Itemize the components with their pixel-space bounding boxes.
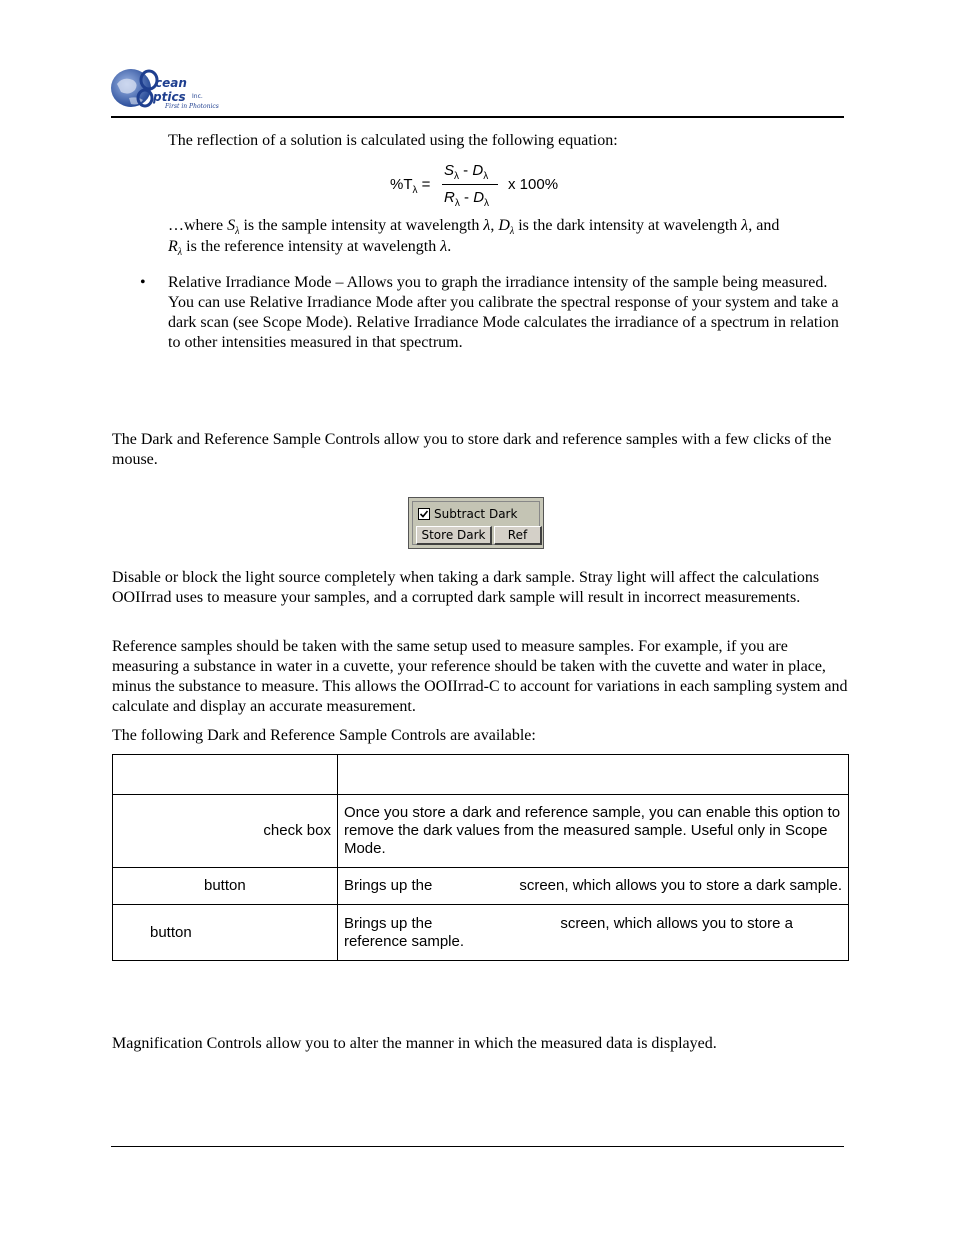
logo-tagline: First in Photonics	[165, 103, 219, 110]
checkbox-box[interactable]	[418, 508, 430, 520]
logo-text-optics: ptics	[153, 90, 186, 104]
logo-inc: Inc.	[192, 93, 203, 100]
para-reference-samples: Reference samples should be taken with the same setup used to measure samples. For example, if you are measuring a substance in water in a cuvette, your reference should be taken with the cuvette and water in place, minus the substance to measure. This allows the OOIIrrad-C to account for variations in each sampling system and calculate and display an accurate measurement.	[112, 638, 848, 715]
equation-lhs: $\%T_\lambda$ =	[390, 176, 431, 196]
row-control: button	[113, 905, 338, 961]
subtract-dark-checkbox[interactable]	[418, 506, 517, 521]
ocean-optics-logo	[109, 66, 229, 114]
table-header-row	[113, 755, 849, 795]
dark-ref-intro: The Dark and Reference Sample Controls allow you to store dark and reference samples with a few clicks of the mouse.	[112, 431, 832, 468]
header-cell-control	[113, 755, 338, 795]
row-description: Brings up the screen, which allows you to store a dark sample.	[337, 868, 848, 905]
equation-times: x 100%	[508, 176, 559, 193]
equation-numerator: $S_\lambda - D_\lambda$	[444, 162, 489, 182]
magnification-intro: Magnification Controls allow you to alter the manner in which the measured data is displayed.	[112, 1035, 717, 1052]
dark-ref-controls-widget	[408, 497, 544, 549]
widget-panel	[412, 501, 540, 545]
controls-table	[112, 754, 849, 961]
table-row	[113, 905, 849, 961]
para-disable-light: Disable or block the light source completely when taking a dark sample. Stray light will affect the calculations OOIIrrad uses to measure your samples, and a corrupted dark sample will result in incorrect measurements.	[112, 569, 820, 606]
bullet-symbol: •	[140, 274, 146, 291]
subtract-dark-label: Subtract Dark	[434, 506, 518, 521]
logo-text-ocean: cean	[155, 76, 187, 90]
equation-denominator: $R_\lambda - D_\lambda$	[444, 189, 490, 209]
row-description: Once you store a dark and reference sample, you can enable this option to remove the dark values from the measured sample. Useful only in Scope Mode.	[337, 795, 848, 868]
bullet-relative-irradiance: Relative Irradiance Mode – Allows you to graph the irradiance intensity of the sample being measured. You can use Relative Irradiance Mode after you calibrate the spectral response of your system and take a dark scan (see Scope Mode). Relative Irradiance Mode calculates the irradiance of a spectrum in relation to other intensities measured in that spectrum.	[168, 274, 839, 351]
where-line-2: $R_\lambda$ is the reference intensity at wavelength λ.	[168, 238, 452, 259]
row-description: Brings up the screen, which allows you to store a reference sample.	[337, 905, 848, 961]
reflection-intro: The reflection of a solution is calculated using the following equation:	[168, 132, 618, 149]
footer-rule	[111, 1146, 844, 1147]
store-dark-button[interactable]: Store Dark	[416, 526, 492, 545]
para-following-controls: The following Dark and Reference Sample Controls are available:	[112, 727, 536, 744]
header-cell-description	[337, 755, 848, 795]
row-control: check box	[113, 795, 338, 868]
ref-button[interactable]: Ref	[494, 526, 542, 545]
table-row	[113, 868, 849, 905]
checkmark-icon	[419, 509, 429, 519]
row-control: button	[113, 868, 338, 905]
reflection-equation	[388, 160, 588, 212]
where-line-1: …where $S_\lambda$ is the sample intensity at wavelength λ, $D_\lambda$ is the dark intensity at wavelength λ, and	[168, 217, 780, 238]
fraction-bar	[442, 184, 498, 185]
table-row	[113, 795, 849, 868]
header-rule	[111, 116, 844, 118]
